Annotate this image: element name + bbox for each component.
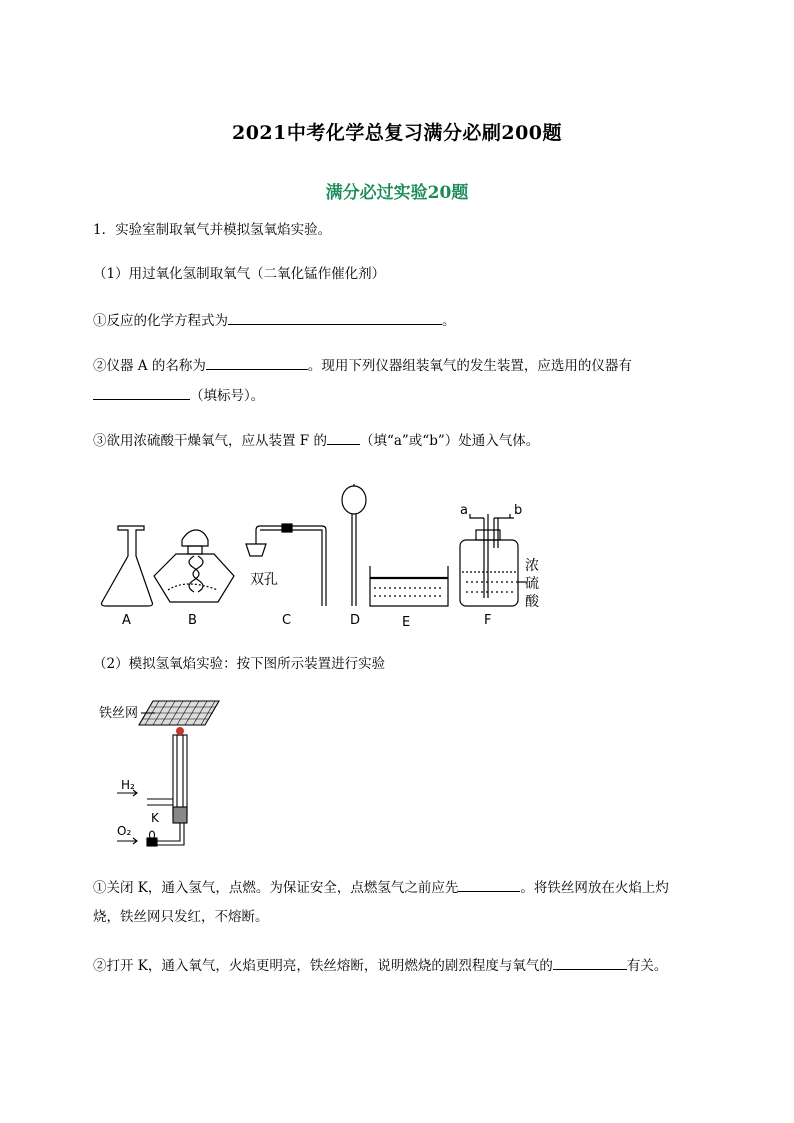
o2-label: O₂: [117, 824, 132, 838]
flame-apparatus-figure: [95, 695, 235, 860]
label-f: F: [484, 613, 492, 628]
question-1-2-a: [93, 876, 669, 898]
answer-blank[interactable]: [553, 954, 627, 970]
two-hole-stopper-c: [246, 524, 326, 606]
part-1-heading: （1）用过氧化氢制取氧气（二氧化锰作催化剂）: [93, 266, 386, 282]
gas-washing-bottle-f: [460, 514, 526, 606]
q-text: （填“a”或“b”）处通入气体。: [359, 433, 540, 449]
page-title: 2021中考化学总复习满分必刷200题: [231, 122, 563, 144]
part-2-heading: （2）模拟氢氧焰实验：按下图所示装置进行实验: [93, 656, 386, 672]
question-1-1-b-cont: [93, 384, 264, 406]
q-text: ②仪器 A 的名称为: [93, 358, 206, 374]
answer-blank[interactable]: [458, 876, 520, 892]
section-subtitle: 满分必过实验20题: [325, 183, 469, 203]
h2-label: H₂: [121, 778, 135, 792]
label-b: B: [188, 613, 197, 628]
q-text: ③欲用浓硫酸干燥氧气，应从装置 F 的: [93, 433, 327, 449]
acid-label-1: 浓: [525, 558, 539, 574]
answer-blank[interactable]: [228, 309, 442, 325]
q-text: ②打开 K，通入氧气，火焰更明亮，铁丝熔断，说明燃烧的剧烈程度与氧气的: [93, 958, 553, 974]
alcohol-lamp-b: [154, 530, 234, 602]
question-1-intro: 1．实验室制取氧气并模拟氢氧焰实验。: [93, 222, 332, 238]
conical-flask-a: [102, 526, 153, 606]
question-1-1-c: [93, 429, 539, 451]
stopper-note: 双孔: [250, 572, 278, 588]
answer-blank[interactable]: [93, 384, 190, 400]
q-text: ①关闭 K，通入氢气，点燃。为保证安全，点燃氢气之前应先: [93, 880, 459, 896]
port-b-label: b: [514, 503, 523, 518]
q-text: 有关。: [626, 958, 668, 974]
answer-blank[interactable]: [206, 354, 308, 370]
q-text: （填标号）。: [190, 388, 265, 404]
q-text: 。: [442, 313, 456, 329]
question-1-2-a-cont: 烧，铁丝网只发红，不熔断。: [93, 909, 269, 925]
apparatus-figure: [90, 478, 560, 638]
mesh-label: 铁丝网: [99, 706, 139, 721]
acid-label-2: 硫: [525, 576, 539, 592]
acid-label-3: 酸: [525, 594, 539, 610]
label-c: C: [282, 613, 292, 628]
q-text: ①反应的化学方程式为: [93, 313, 228, 329]
valve-k-label: K: [151, 811, 159, 825]
question-1-2-b: [93, 954, 667, 976]
q-text: 。将铁丝网放在火焰上灼: [520, 880, 669, 896]
answer-blank[interactable]: [327, 429, 360, 445]
q-text: 。现用下列仪器组装氧气的发生装置，应选用的仪器有: [307, 358, 632, 374]
label-e: E: [402, 615, 411, 630]
label-d: D: [350, 613, 361, 628]
question-1-1-a: [93, 309, 456, 331]
port-a-label: a: [460, 503, 468, 518]
question-1-1-b: [93, 354, 632, 376]
water-trough-e: [370, 566, 448, 606]
label-a: A: [122, 613, 131, 628]
separatory-funnel-d: [342, 484, 366, 606]
